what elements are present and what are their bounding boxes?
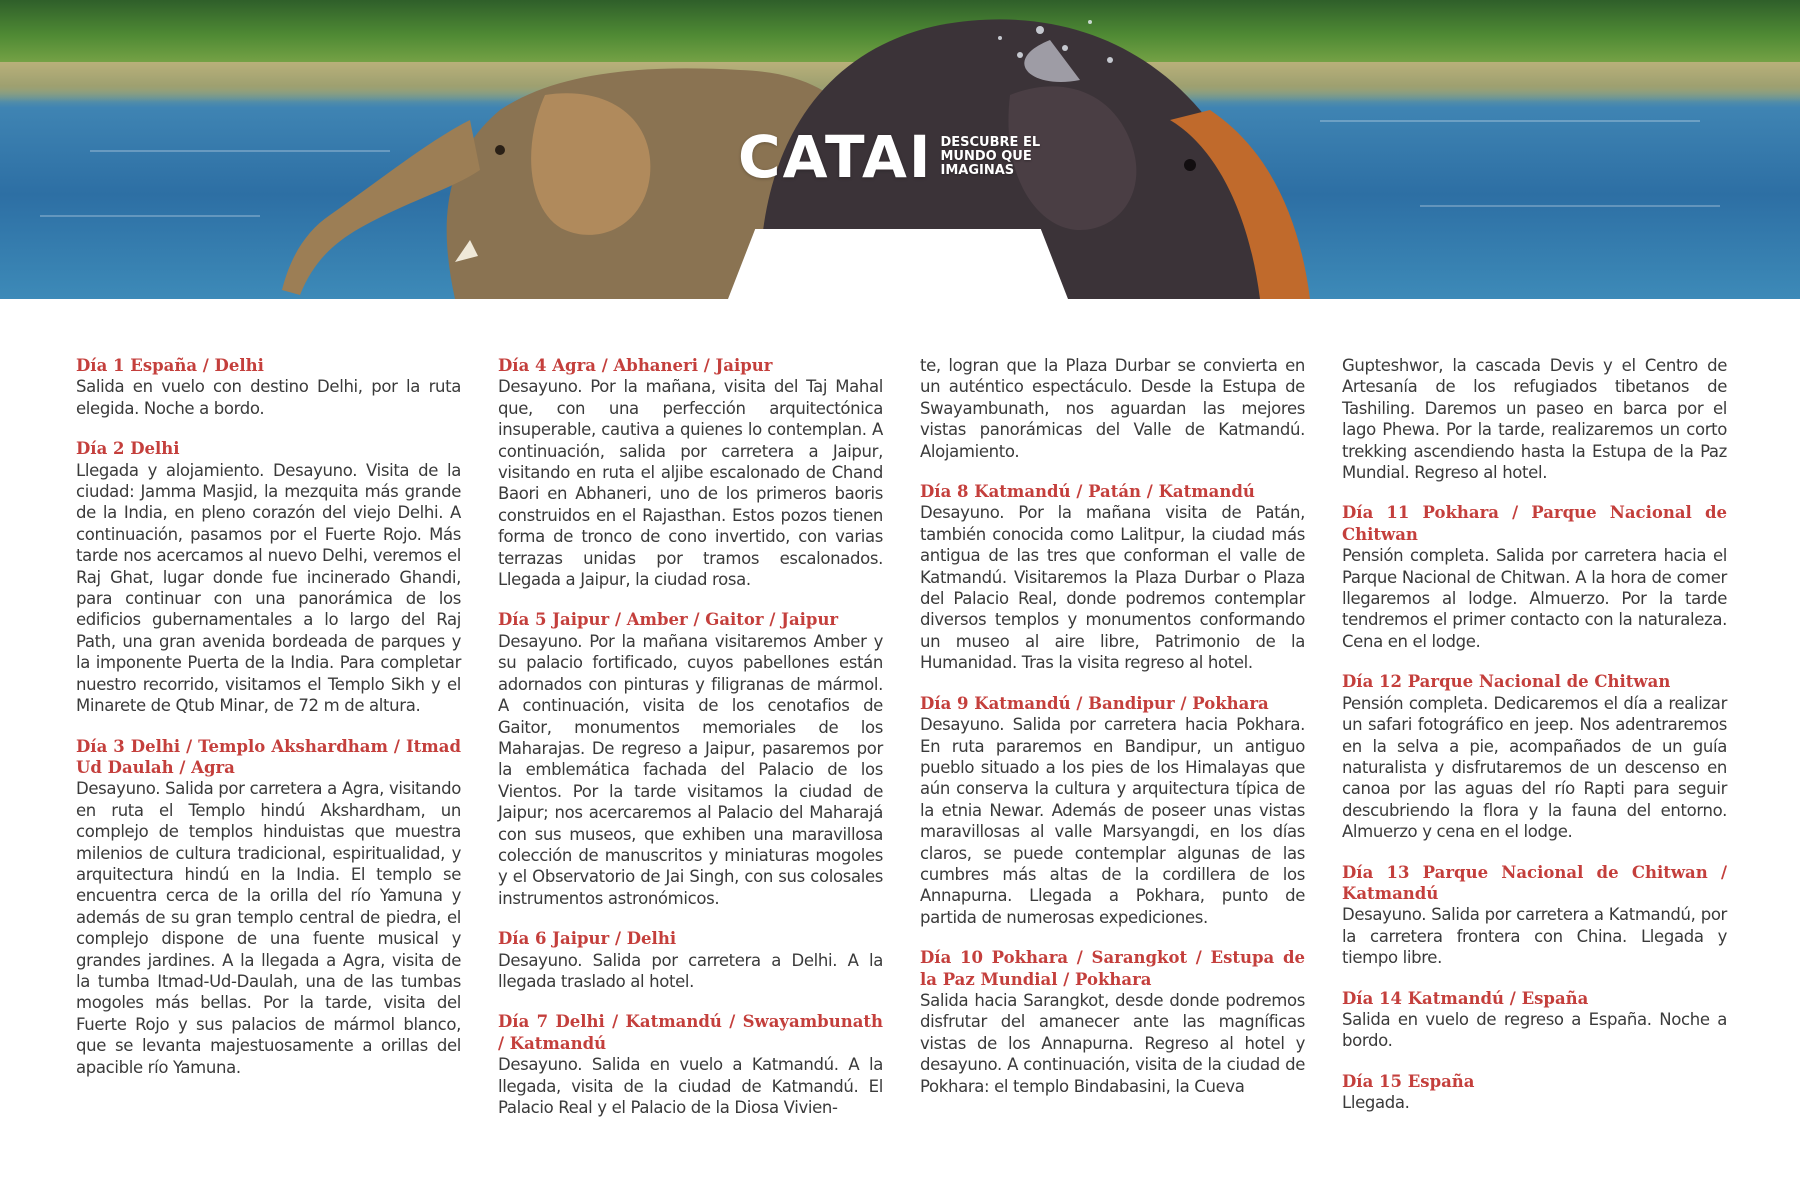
brand-name: CATAI <box>738 123 933 191</box>
day-entry <box>498 609 883 909</box>
day-description: Desayuno. Salida por carretera a Delhi. A la llegada traslado al hotel. <box>498 950 883 991</box>
day-title: Día 2 Delhi <box>76 439 180 459</box>
day-description: Desayuno. Por la mañana, visita del Taj Mahal que, con una perfección arquitectónica insuperable, cautiva a quienes lo contemplan. A continuación, salida por carretera a Jaipur, visitando en ruta el aljibe escalonado de Chand Baori en Abhaneri, uno de los primeros baoris construidos en el Rajasthan. Estos pozos tienen forma de tronco de cono invertido, con varias terrazas unidas por tramos escalonados. Llegada a Jaipur, la ciudad rosa. <box>498 377 883 590</box>
day-entry <box>76 355 461 419</box>
day-title: Día 5 Jaipur / Amber / Gaitor / Jaipur <box>498 610 839 630</box>
day-entry <box>920 693 1305 928</box>
day-title: Día 1 España / Delhi <box>76 356 264 375</box>
itinerary-column-2 <box>498 355 883 1137</box>
brand-logo <box>738 123 1070 191</box>
itinerary-column-3 <box>920 355 1305 1137</box>
day-entry <box>920 947 1305 1097</box>
day-description: Desayuno. Por la mañana visita de Patán, también conocida como Lalitpur, la ciudad más antigua de las tres que conforman el valle de Katmandú. Visitaremos la Plaza Durbar o Plaza del Palacio Real, donde podremos contemplar diversos templos y monumentos conformando un museo al aire libre, Patrimonio de la Humanidad. Tras la visita regreso al hotel. <box>920 503 1305 673</box>
day-entry <box>920 481 1305 674</box>
day-title: Día 15 España <box>1342 1071 1475 1091</box>
day-title: Día 10 Pokhara / Sarangkot / Estupa de la Paz Mundial / Pokhara <box>920 948 1305 989</box>
day-title: Día 12 Parque Nacional de Chitwan <box>1342 672 1671 692</box>
day-description: Llegada y alojamiento. Desayuno. Visita de la ciudad: Jamma Masjid, la mezquita más grande de la India, en pleno corazón del viejo Delhi. A continuación, pasamos por el Fuerte Rojo. Más tarde nos acercamos al nuevo Delhi, veremos el Raj Ghat, lugar donde fue incinerado Ghandi, para continuar con una panorámica de los edificios gubernamentales a lo largo del Raj Path, una gran avenida bordeada de parques y la imponente Puerta de la India. Para completar nuestro recorrido, visitamos el Templo Sikh y el Minarete de Qtub Minar, de 72 m de altura. <box>76 460 461 716</box>
continued-text: Gupteshwor, la cascada Devis y el Centro de Artesanía de los refugiados tibetanos de Tashiling. Daremos un paseo en barca por el lago Phewa. Por la tarde, realizaremos un corto trekking ascendiendo hasta la Estupa de la Paz Mundial. Regreso al hotel. <box>1342 356 1727 483</box>
hero-banner <box>0 0 1800 299</box>
day-title: Día 8 Katmandú / Patán / Katmandú <box>920 482 1255 502</box>
day-entry <box>1342 671 1727 842</box>
day-entry <box>498 1011 883 1118</box>
day-title: Día 3 Delhi / Templo Akshardham / Itmad Ud Daulah / Agra <box>76 736 461 777</box>
day-title: Día 4 Agra / Abhaneri / Jaipur <box>498 356 773 375</box>
day-title: Día 9 Katmandú / Bandipur / Pokhara <box>920 693 1269 713</box>
day-description: Salida en vuelo de regreso a España. Noche a bordo. <box>1342 1009 1727 1051</box>
banner-notch <box>728 229 1068 299</box>
itinerary-column-1 <box>76 355 461 1137</box>
day-description: Pensión completa. Dedicaremos el día a realizar un safari fotográfico en jeep. Nos adentraremos en la selva a pie, acompañados de un guía naturalista y disfrutaremos de un descenso en canoa por las aguas del río Rapti para seguir descubriendo la flora y la fauna del entorno. Almuerzo y cena en el lodge. <box>1342 693 1727 842</box>
day-description: Pensión completa. Salida por carretera hacia el Parque Nacional de Chitwan. A la hora de comer llegaremos al lodge. Almuerzo. Por la tarde tendremos el primer contacto con la naturaleza. Cena en el lodge. <box>1342 546 1727 651</box>
day-description: Llegada. <box>1342 1093 1410 1113</box>
day-description: Salida en vuelo con destino Delhi, por la ruta elegida. Noche a bordo. <box>76 377 461 418</box>
day-title: Día 11 Pokhara / Parque Nacional de Chitwan <box>1342 503 1727 544</box>
itinerary <box>76 355 1727 1137</box>
day-title: Día 7 Delhi / Katmandú / Swayambunath / Katmandú <box>498 1012 883 1053</box>
day-entry <box>76 438 461 716</box>
day-description: Desayuno. Salida por carretera a Agra, visitando en ruta el Templo hindú Akshardham, un complejo de templos hinduistas que muestra milenios de cultura tradicional, espiritualidad, y arquitectura hindú en la India. El templo se encuentra cerca de la orilla del río Yamuna y además de su gran templo central de piedra, el complejo dispone de una fuente musical y grandes jardines. A la llegada a Agra, visita de la tumba Itmad-Ud-Daulah, una de las tumbas mogoles más bellas. Por la tarde, visita del Fuerte Rojo y sus palacios de mármol blanco, que se levanta majestuosamente a orillas del apacible río Yamuna. <box>76 779 461 1077</box>
day-description: Desayuno. Salida en vuelo a Katmandú. A la llegada, visita de la ciudad de Katmandú. El Palacio Real y el Palacio de la Diosa Vivien- <box>498 1055 883 1117</box>
day-entry <box>1342 1071 1727 1114</box>
day-title: Día 13 Parque Nacional de Chitwan / Katmandú <box>1342 862 1727 903</box>
brand-tagline: DESCUBRE EL MUNDO QUE IMAGINAS <box>940 135 1041 178</box>
day-description: Desayuno. Salida por carretera a Katmandú, por la carretera frontera con China. Llegada y tiempo libre. <box>1342 905 1727 968</box>
day-title: Día 6 Jaipur / Delhi <box>498 929 677 949</box>
day-entry <box>498 928 883 992</box>
day-entry <box>1342 502 1727 652</box>
day-entry <box>498 355 883 590</box>
day-description: Salida hacia Sarangkot, desde donde podremos disfrutar del amanecer ante las magníficas vistas de los Annapurna. Regreso al hotel y desayuno. A continuación, visita de la ciudad de Pokhara: el templo Bindabasini, la Cueva <box>920 990 1305 1096</box>
itinerary-column-4 <box>1342 355 1727 1137</box>
day-entry <box>1342 988 1727 1052</box>
day-description: Desayuno. Salida por carretera hacia Pokhara. En ruta pararemos en Bandipur, un antiguo pueblo situado a los pies de los Himalayas que aún conserva la cultura y arquitectura típica de la etnia Newar. Además de poseer unas vistas maravillosas al valle Marsyangdi, en los días claros, se puede contemplar algunas de las cumbres más altas de la cordillera de los Annapurna. Llegada a Pokhara, punto de partida de numerosas expediciones. <box>920 715 1305 927</box>
continued-text: te, logran que la Plaza Durbar se convierta en un auténtico espectáculo. Desde la Estupa de Swayambunath, nos aguardan las mejores vistas panorámicas del Valle de Katmandú. Alojamiento. <box>920 356 1305 461</box>
day-entry <box>1342 862 1727 969</box>
day-description: Desayuno. Por la mañana visitaremos Amber y su palacio fortificado, cuyos pabellones están adornados con pinturas y filigranas de mármol. A continuación, visita de los cenotafios de Gaitor, monumentos memoriales de los Maharajas. De regreso a Jaipur, pasaremos por la emblemática fachada del Palacio de los Vientos. Por la tarde visitamos la ciudad de Jaipur; nos acercaremos al Palacio del Maharajá con sus museos, que exhiben una maravillosa colección de manuscritos y miniaturas mogoles y el Observatorio de Jai Singh, con sus colosales instrumentos astronómicos. <box>498 631 883 908</box>
day-title: Día 14 Katmandú / España <box>1342 988 1589 1008</box>
day-entry <box>76 736 461 1079</box>
